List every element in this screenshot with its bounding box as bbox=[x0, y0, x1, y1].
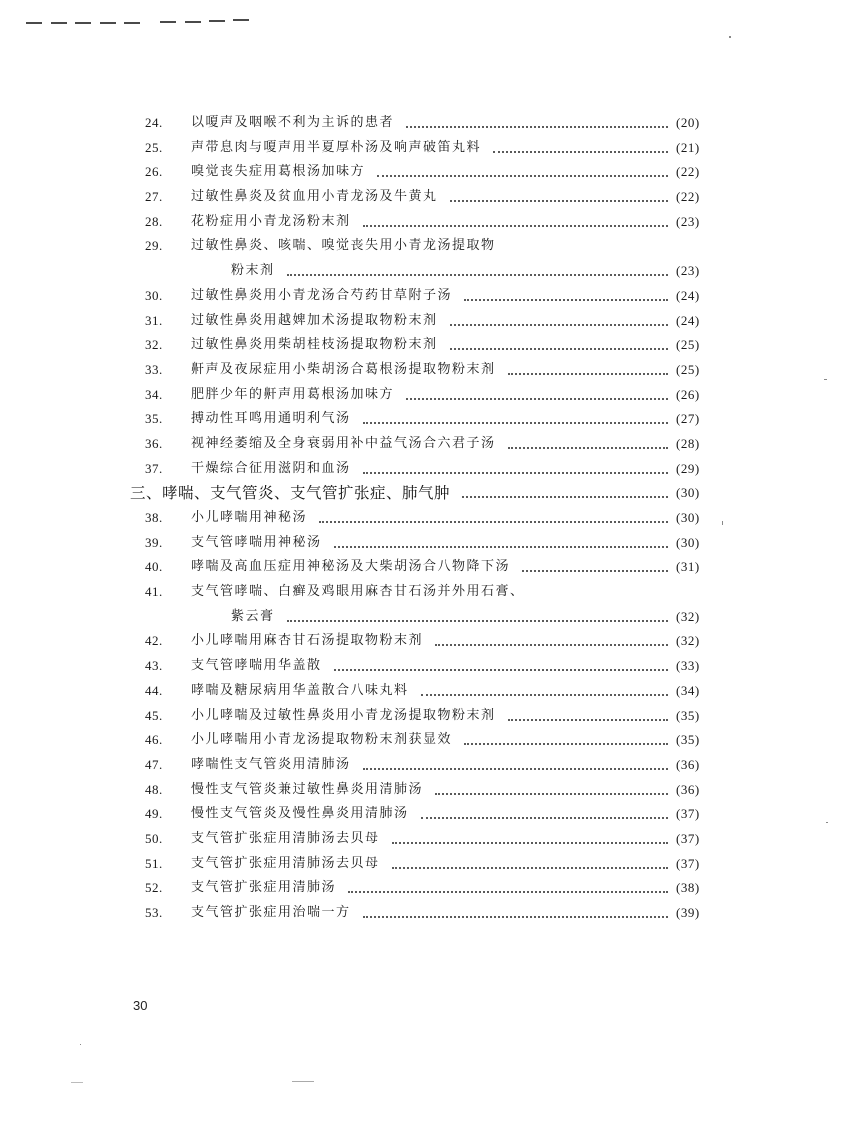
toc-entry[interactable] bbox=[0, 136, 866, 161]
toc-entry-page: (32) bbox=[676, 633, 700, 649]
header-dash bbox=[100, 22, 116, 24]
toc-entry-page: (24) bbox=[676, 312, 700, 328]
toc-entry-title: 粉末剂 bbox=[231, 263, 275, 279]
toc-entry-page: (36) bbox=[676, 781, 700, 797]
toc-entry-number: 42. bbox=[145, 633, 163, 649]
toc-entry-number: 30. bbox=[145, 287, 163, 303]
toc-entry[interactable] bbox=[0, 704, 866, 729]
scan-speck bbox=[292, 1081, 314, 1082]
toc-entry-number: 45. bbox=[145, 707, 163, 723]
toc-entry-number: 24. bbox=[145, 115, 163, 130]
dot-leader bbox=[363, 471, 668, 474]
dot-leader bbox=[464, 298, 668, 301]
toc-entry-title: 以嗄声及咽喉不利为主诉的患者 bbox=[191, 115, 395, 130]
toc-entry-title: 鼾声及夜尿症用小柴胡汤合葛根汤提取物粉末剂 bbox=[191, 361, 496, 377]
dot-leader bbox=[464, 742, 668, 745]
toc-entry[interactable] bbox=[0, 284, 866, 309]
header-dash bbox=[75, 22, 91, 24]
dot-leader bbox=[363, 224, 668, 227]
toc-entry-number: 43. bbox=[145, 658, 163, 674]
toc-entry-number: 26. bbox=[145, 164, 163, 180]
toc-entry-page: (37) bbox=[676, 806, 700, 822]
toc-entry-page: (24) bbox=[676, 287, 700, 303]
toc-entry[interactable] bbox=[0, 457, 866, 482]
dot-leader bbox=[363, 421, 668, 424]
dot-leader bbox=[450, 323, 668, 326]
toc-entry-title: 支气管哮喘用华盖散 bbox=[191, 658, 322, 674]
toc-entry-page: (28) bbox=[676, 435, 700, 451]
toc-entry-title: 小儿哮喘用神秘汤 bbox=[191, 510, 308, 525]
toc-entry-title: 小儿哮喘及过敏性鼻炎用小青龙汤提取物粉末剂 bbox=[191, 707, 496, 723]
dot-leader bbox=[435, 643, 668, 646]
dot-leader bbox=[450, 199, 668, 202]
toc-entry[interactable] bbox=[0, 383, 866, 408]
toc-entry-title: 哮喘性支气管炎用清肺汤 bbox=[191, 756, 351, 772]
toc-entry-number: 50. bbox=[145, 830, 163, 846]
toc-entry-title: 慢性支气管炎兼过敏性鼻炎用清肺汤 bbox=[191, 781, 424, 797]
toc-entry-page: (23) bbox=[676, 213, 700, 229]
toc-entry[interactable] bbox=[0, 753, 866, 778]
dot-leader bbox=[450, 347, 668, 350]
toc-entry-page: (20) bbox=[676, 115, 700, 130]
toc-entry[interactable] bbox=[0, 654, 866, 679]
dot-leader bbox=[377, 174, 668, 177]
toc-entry-title: 哮喘及高血压症用神秘汤及大柴胡汤合八物降下汤 bbox=[191, 559, 511, 575]
toc-entry-page: (29) bbox=[676, 460, 700, 476]
header-dash bbox=[185, 21, 201, 23]
toc-entry-number: 29. bbox=[145, 238, 163, 254]
toc-entry-page: (34) bbox=[676, 682, 700, 698]
toc-entry-number: 31. bbox=[145, 312, 163, 328]
toc-entry-page: (37) bbox=[676, 855, 700, 871]
toc-entry-title: 三、哮喘、支气管炎、支气管扩张症、肺气肿 bbox=[130, 484, 451, 503]
dot-leader bbox=[462, 495, 668, 498]
scan-speck bbox=[80, 1044, 81, 1045]
dot-leader bbox=[363, 767, 668, 770]
scan-speck bbox=[824, 379, 827, 380]
dot-leader bbox=[319, 520, 668, 523]
toc-section-heading[interactable] bbox=[0, 481, 866, 506]
toc-entry-page: (35) bbox=[676, 732, 700, 748]
dot-leader bbox=[508, 446, 668, 449]
toc-entry[interactable] bbox=[0, 432, 866, 457]
toc-entry[interactable] bbox=[0, 407, 866, 432]
dot-leader bbox=[363, 915, 668, 918]
toc-entry-title: 过敏性鼻炎用柴胡桂枝汤提取物粉末剂 bbox=[191, 337, 438, 353]
dot-leader bbox=[334, 668, 668, 671]
toc-entry[interactable] bbox=[0, 111, 866, 136]
toc-entry-page: (35) bbox=[676, 707, 700, 723]
header-dash bbox=[26, 22, 42, 24]
toc-entry-title: 慢性支气管炎及慢性鼻炎用清肺汤 bbox=[191, 806, 409, 822]
toc-entry[interactable] bbox=[0, 629, 866, 654]
toc-entry[interactable] bbox=[0, 309, 866, 334]
toc-entry[interactable] bbox=[0, 358, 866, 383]
toc-entry[interactable] bbox=[0, 901, 866, 926]
toc-entry-title: 嗅觉丧失症用葛根汤加味方 bbox=[191, 164, 366, 180]
toc-entry-page: (25) bbox=[676, 361, 700, 377]
toc-entry[interactable] bbox=[0, 827, 866, 852]
toc-entry-title: 过敏性鼻炎用小青龙汤合芍药甘草附子汤 bbox=[191, 287, 453, 303]
dot-leader bbox=[406, 125, 668, 128]
toc-entry-number: 40. bbox=[145, 559, 163, 575]
toc-entry-number: 32. bbox=[145, 337, 163, 353]
toc-entry-number: 52. bbox=[145, 880, 163, 896]
toc-entry-title: 小儿哮喘用小青龙汤提取物粉末剂获显效 bbox=[191, 732, 453, 748]
scan-speck bbox=[729, 36, 731, 38]
toc-entry-page: (39) bbox=[676, 905, 700, 920]
toc-entry[interactable] bbox=[0, 555, 866, 580]
header-dash bbox=[233, 19, 249, 21]
toc-entry[interactable] bbox=[0, 210, 866, 235]
dot-leader bbox=[392, 866, 668, 869]
toc-entry-number: 38. bbox=[145, 510, 163, 525]
toc-entry-title: 搏动性耳鸣用通明利气汤 bbox=[191, 411, 351, 427]
toc-entry[interactable] bbox=[0, 679, 866, 704]
toc-entry-page: (36) bbox=[676, 756, 700, 772]
toc-entry-title: 过敏性鼻炎及贫血用小青龙汤及牛黄丸 bbox=[191, 189, 438, 205]
toc-entry-number: 33. bbox=[145, 361, 163, 377]
dot-leader bbox=[493, 150, 668, 153]
toc-entry-number: 25. bbox=[145, 139, 163, 155]
dot-leader bbox=[348, 890, 668, 893]
toc-entry-number: 27. bbox=[145, 189, 163, 205]
toc-entry[interactable] bbox=[0, 234, 866, 259]
toc-entry-number: 39. bbox=[145, 534, 163, 550]
toc-entry-number: 36. bbox=[145, 435, 163, 451]
toc-entry-title: 花粉症用小青龙汤粉末剂 bbox=[191, 213, 351, 229]
toc-entry-number: 49. bbox=[145, 806, 163, 822]
dot-leader bbox=[421, 693, 668, 696]
toc-entry-title: 支气管哮喘、白癣及鸡眼用麻杏甘石汤并外用石膏、 bbox=[191, 584, 525, 600]
toc-entry-number: 48. bbox=[145, 781, 163, 797]
toc-entry-page: (22) bbox=[676, 164, 700, 180]
toc-entry-number: 47. bbox=[145, 756, 163, 772]
toc-entry-number: 37. bbox=[145, 460, 163, 476]
toc-entry-page: (26) bbox=[676, 386, 700, 402]
toc-entry-page: (21) bbox=[676, 139, 700, 155]
toc-entry[interactable] bbox=[0, 506, 866, 531]
toc-entry-title: 支气管扩张症用治喘一方 bbox=[191, 905, 351, 920]
toc-entry[interactable] bbox=[0, 728, 866, 753]
toc-entry-number: 53. bbox=[145, 905, 163, 920]
dot-leader bbox=[421, 816, 668, 819]
toc-entry-title: 小儿哮喘用麻杏甘石汤提取物粉末剂 bbox=[191, 633, 424, 649]
toc-entry[interactable] bbox=[0, 333, 866, 358]
toc-entry-page: (22) bbox=[676, 189, 700, 205]
toc-entry-title: 哮喘及糖尿病用华盖散合八味丸料 bbox=[191, 682, 409, 698]
header-dash bbox=[209, 20, 225, 22]
toc-entry-page: (30) bbox=[676, 485, 700, 501]
toc-entry[interactable] bbox=[0, 852, 866, 877]
scan-speck bbox=[71, 1082, 83, 1083]
header-dash bbox=[124, 22, 140, 24]
toc-entry-page: (25) bbox=[676, 337, 700, 353]
header-dash bbox=[160, 21, 176, 23]
dot-leader bbox=[392, 841, 668, 844]
toc-entry-title: 支气管哮喘用神秘汤 bbox=[191, 534, 322, 550]
dot-leader bbox=[435, 792, 668, 795]
toc-entry[interactable] bbox=[0, 605, 866, 630]
dot-leader bbox=[287, 619, 668, 622]
toc-entry-title: 支气管扩张症用清肺汤去贝母 bbox=[191, 855, 380, 871]
toc-entry[interactable] bbox=[0, 259, 866, 284]
toc-entry-title: 声带息肉与嗄声用半夏厚朴汤及响声破笛丸料 bbox=[191, 139, 482, 155]
toc-entry[interactable] bbox=[0, 185, 866, 210]
toc-entry[interactable] bbox=[0, 802, 866, 827]
toc-entry-number: 41. bbox=[145, 584, 163, 600]
toc-entry-title: 紫云膏 bbox=[231, 608, 275, 624]
table-of-contents bbox=[0, 111, 866, 926]
toc-entry-page: (27) bbox=[676, 411, 700, 427]
toc-entry[interactable] bbox=[0, 778, 866, 803]
toc-entry-number: 35. bbox=[145, 411, 163, 427]
toc-entry-title: 支气管扩张症用清肺汤 bbox=[191, 880, 337, 896]
page-number: 30 bbox=[133, 998, 148, 1013]
toc-entry-title: 支气管扩张症用清肺汤去贝母 bbox=[191, 830, 380, 846]
toc-entry-number: 34. bbox=[145, 386, 163, 402]
toc-entry-title: 干燥综合征用滋阴和血汤 bbox=[191, 460, 351, 476]
toc-entry-title: 过敏性鼻炎用越婢加术汤提取物粉末剂 bbox=[191, 312, 438, 328]
toc-entry-page: (33) bbox=[676, 658, 700, 674]
toc-entry[interactable] bbox=[0, 876, 866, 901]
dot-leader bbox=[334, 545, 668, 548]
toc-entry-page: (30) bbox=[676, 534, 700, 550]
dot-leader bbox=[287, 273, 668, 276]
toc-entry-page: (37) bbox=[676, 830, 700, 846]
toc-entry-number: 46. bbox=[145, 732, 163, 748]
toc-entry-page: (38) bbox=[676, 880, 700, 896]
toc-entry-title: 过敏性鼻炎、咳喘、嗅觉丧失用小青龙汤提取物 bbox=[191, 238, 496, 254]
toc-entry-number: 51. bbox=[145, 855, 163, 871]
dot-leader bbox=[508, 718, 668, 721]
toc-entry-number: 28. bbox=[145, 213, 163, 229]
toc-entry[interactable] bbox=[0, 160, 866, 185]
toc-entry[interactable] bbox=[0, 531, 866, 556]
scan-speck bbox=[826, 822, 828, 823]
toc-entry-title: 视神经萎缩及全身衰弱用补中益气汤合六君子汤 bbox=[191, 435, 496, 451]
toc-entry[interactable] bbox=[0, 580, 866, 605]
dot-leader bbox=[406, 397, 668, 400]
dot-leader bbox=[522, 569, 668, 572]
header-dash bbox=[51, 22, 67, 24]
toc-entry-page: (23) bbox=[676, 263, 700, 279]
toc-entry-page: (31) bbox=[676, 559, 700, 575]
toc-entry-title: 肥胖少年的鼾声用葛根汤加味方 bbox=[191, 386, 395, 402]
scan-speck bbox=[722, 521, 723, 525]
dot-leader bbox=[508, 372, 668, 375]
toc-entry-number: 44. bbox=[145, 682, 163, 698]
toc-entry-page: (32) bbox=[676, 608, 700, 624]
toc-entry-page: (30) bbox=[676, 510, 700, 525]
